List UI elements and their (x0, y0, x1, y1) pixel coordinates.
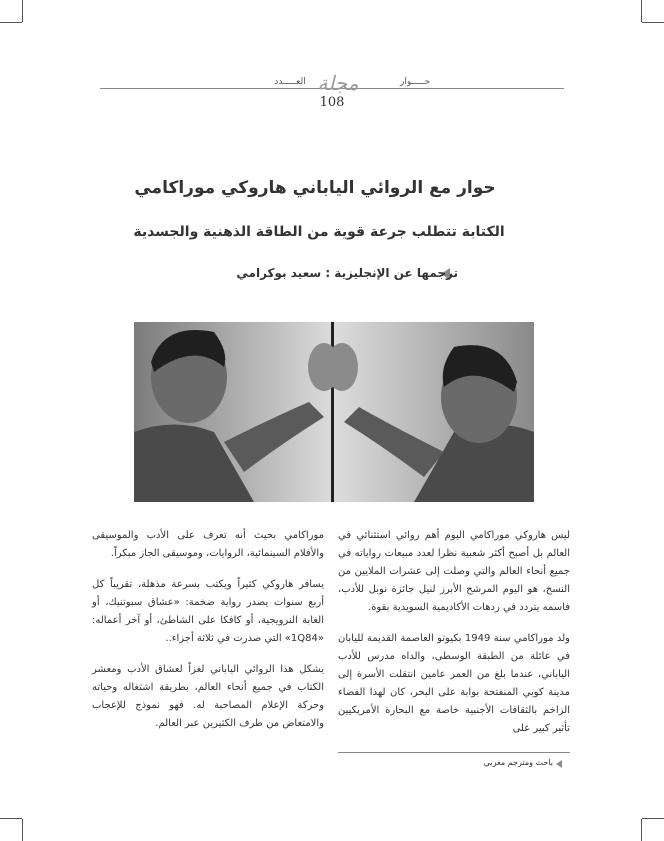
crop-mark (22, 819, 23, 841)
article-subtitle: الكتابة تتطلب جرعة قوية من الطاقة الذهنية والجسدية (133, 224, 505, 240)
header-logo (250, 68, 431, 98)
crop-mark (0, 818, 22, 819)
logo-text: مجلة (317, 71, 359, 95)
paragraph: موراكامي بحيث أنه تعرف على الأدب والموسيقى والأفلام السينمائية، الروايات، وموسيقى الجاز مبكراً. (92, 530, 324, 559)
article-photo (134, 322, 534, 502)
crop-mark (642, 22, 664, 23)
issue-label: العـــــدد (274, 77, 306, 87)
article-title: حوار مع الروائي الياباني هاروكي موراكامي (134, 178, 496, 198)
column-left (92, 527, 324, 746)
paragraph: ليس هاروكي موراكامي اليوم أهم روائي استثنائي في العالم بل أصبح أكثر شعبية نظرا لعدد مبيعات رواياته في جميع أنحاء العالم والتي وصلت إلى عشرات الملايين من النسخ، هو اليوم المرشح الأبرز لنيل جائزة نوبل للأدب، فاسمه يتردد في ردهات الأكاديمية السويدية بقوة. (338, 530, 570, 613)
footnote-arrow-icon (556, 760, 562, 768)
byline: ترجمها عن الإنجليزية : سعيد بوكرامي (236, 266, 458, 280)
crop-mark (22, 0, 23, 22)
footnote: باحث ومترجم مغربي (483, 758, 553, 767)
paragraph: ولد موراكامي سنة 1949 بكيوتو العاصمة القديمة لليابان في عائلة من الطبقة الوسطى، والداه مدرس للأدب الياباني، عندما بلغ من العمر عامين انتقلت الأسرة إلى مدينة كوبي المنفتحة بوابة على البحر، كان لهذا الفضاء الزاخم بالثقافات الأجنبية خاصة مع البحارة الأمريكيين تأثير كبير على (338, 633, 570, 734)
crop-mark (641, 819, 642, 841)
crop-mark (0, 22, 22, 23)
paragraph: يسافر هاروكي كثيراً ويكتب بسرعة مذهلة، تقريباً كل أربع سنوات يصدر رواية ضخمة: «عشاق سبوتنيك، أو الغابة النرويجية، أو كافكا على الشاطئ، أو آخر أعماله: «1Q84» التي صدرت في ثلاثة أجزاء.. (92, 579, 324, 644)
footnote-rule (338, 752, 570, 753)
crop-mark (642, 818, 664, 819)
crop-mark (641, 0, 642, 22)
paragraph: يشكل هذا الروائي الياباني لغزاً لعشاق الأدب ومعشر الكتاب في جميع أنحاء العالم، بطريقة اشتغاله وحياته وحركة الإعلام المصاحبة له. فهو نموذج للإعجاب والامتعاض من طرف الكثيرين عبر العالم. (92, 664, 324, 729)
section-label: حـــــوار (400, 77, 431, 87)
portrait-photo-icon (134, 322, 534, 502)
column-right (338, 527, 570, 751)
page-number: 108 (319, 95, 345, 110)
